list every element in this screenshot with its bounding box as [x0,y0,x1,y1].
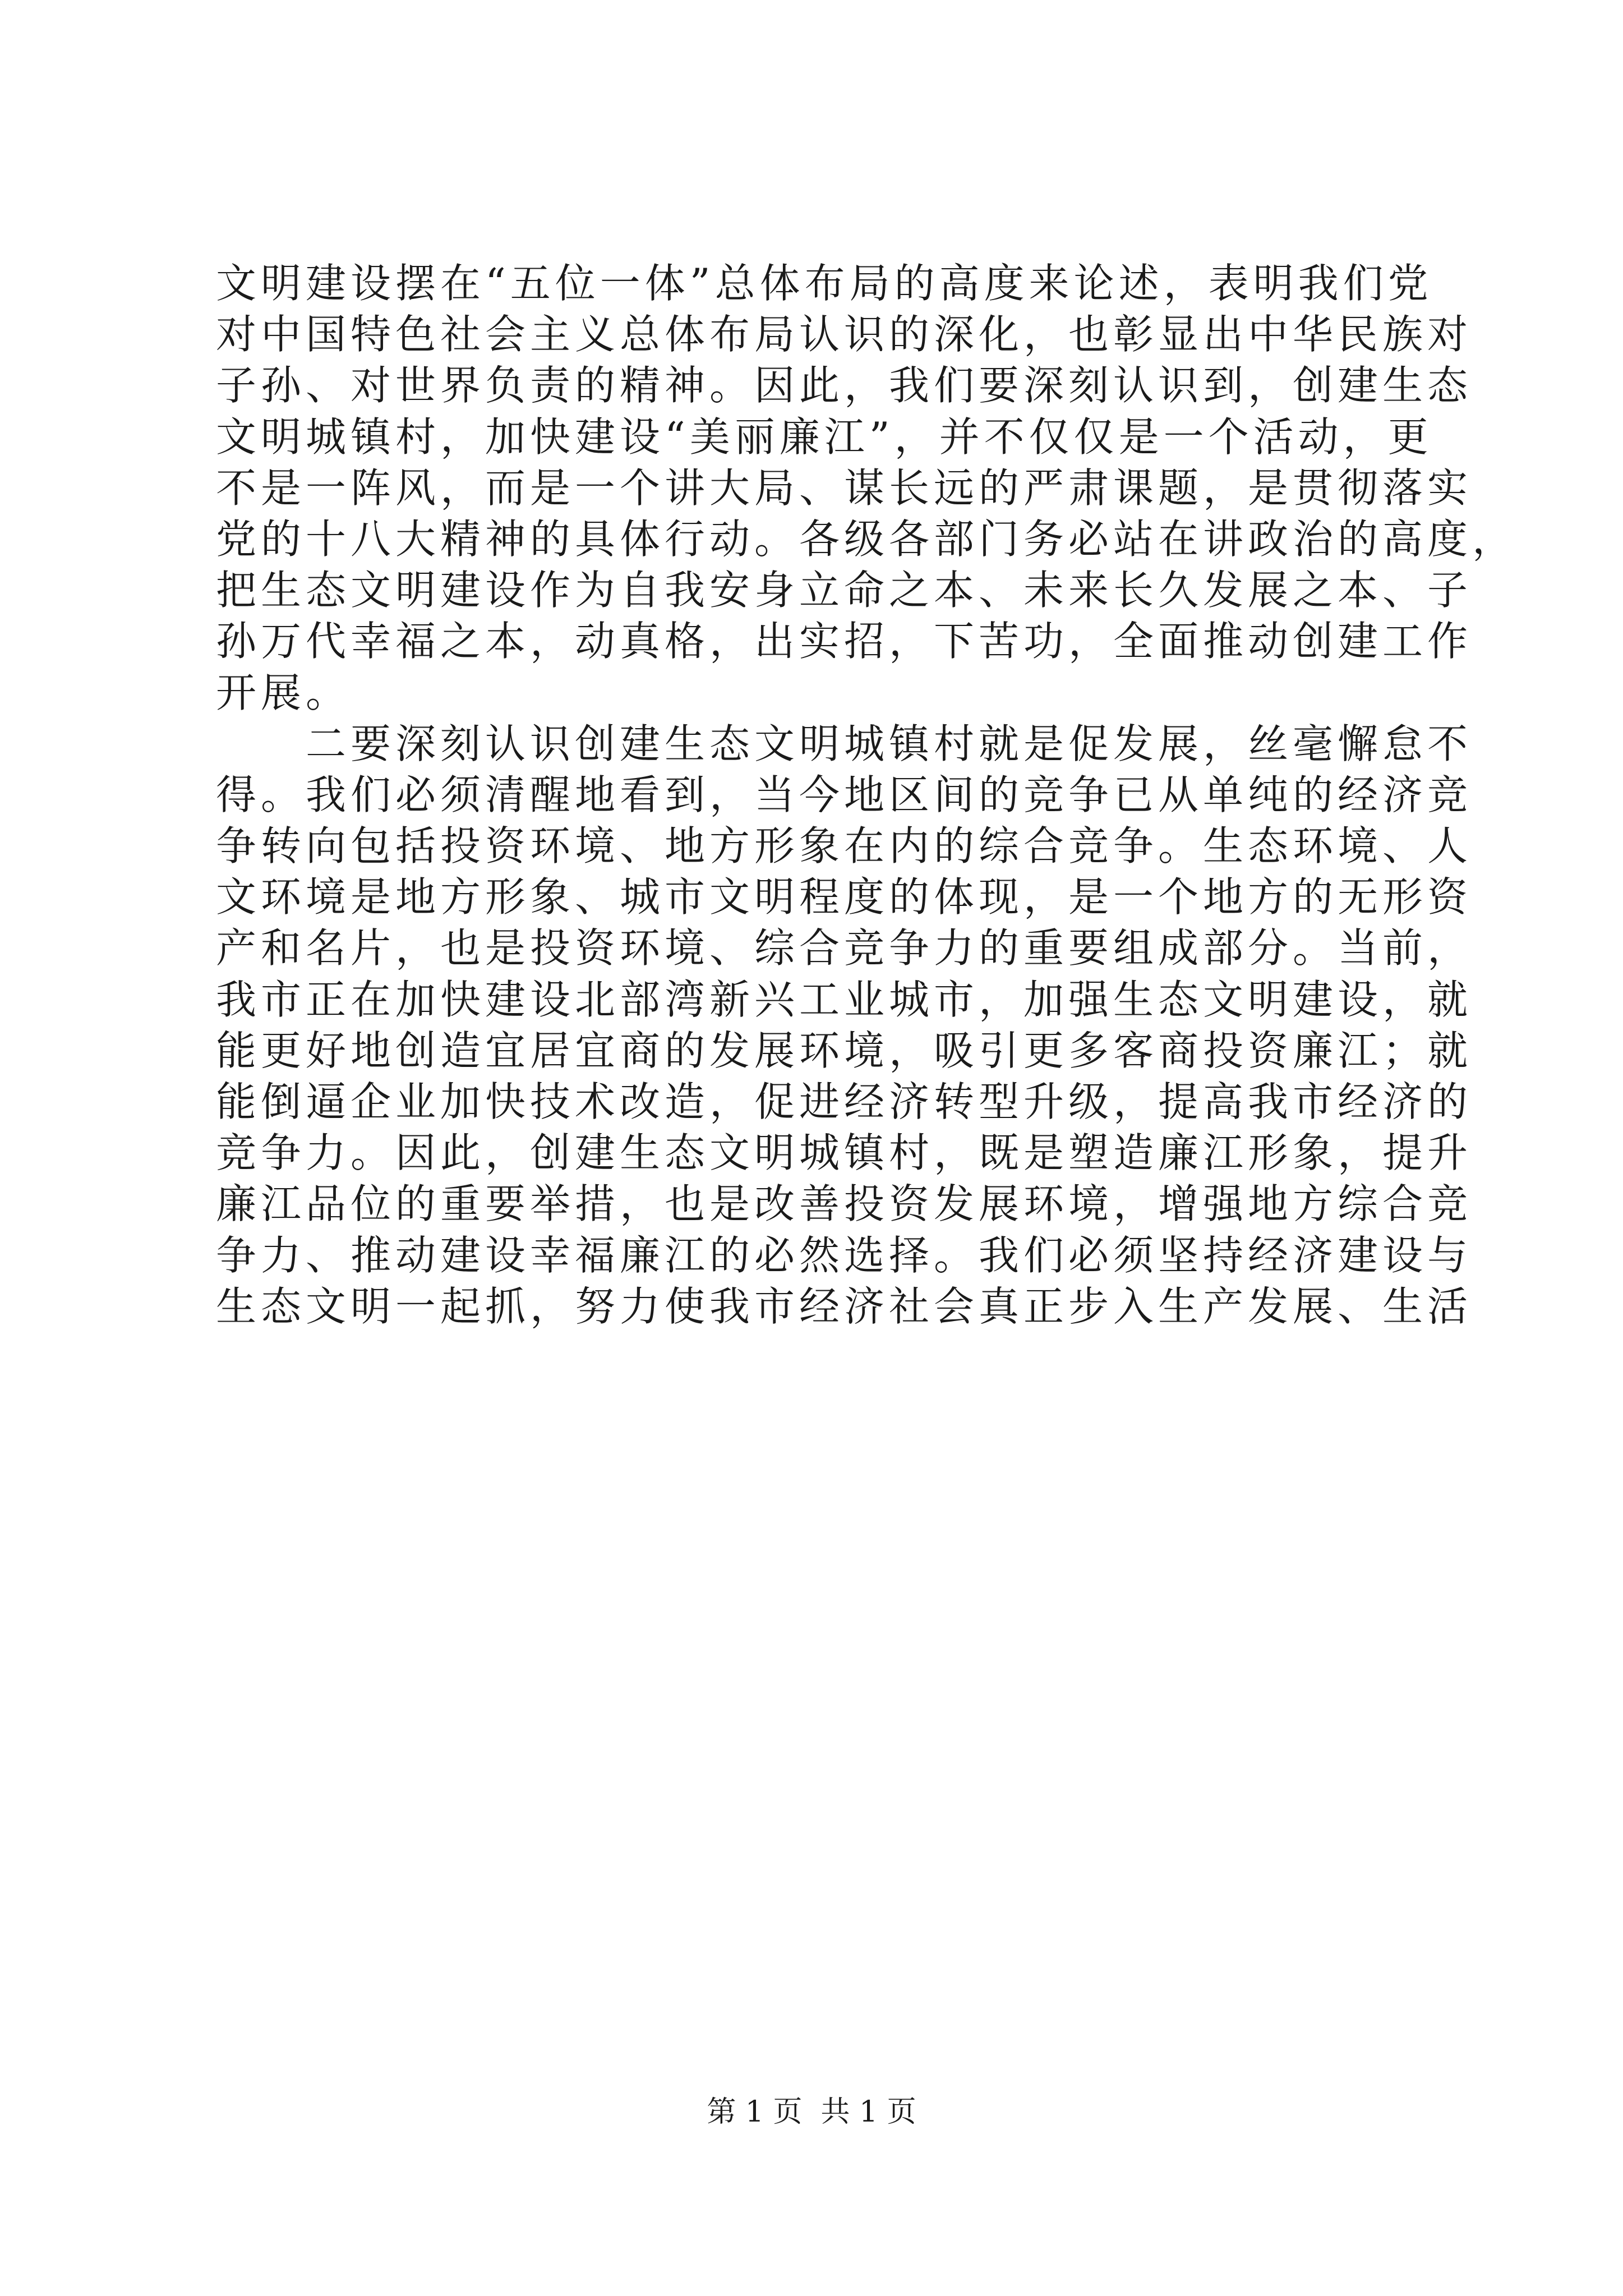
text-line: 把生态文明建设作为自我安身立命之本、未来长久发展之本、子 [216,567,1473,614]
text-line: 文环境是地方形象、城市文明程度的体现，是一个地方的无形资 [216,873,1473,921]
text-line: 二要深刻认识创建生态文明城镇村就是促发展，丝毫懈怠不 [216,720,1473,767]
text-line: 争力、推动建设幸福廉江的必然选择。我们必须坚持经济建设与 [216,1231,1473,1279]
text-line: 文明建设摆在“五位一体”总体布局的高度来论述，表明我们党 [216,260,1433,307]
text-line: 不是一阵风，而是一个讲大局、谋长远的严肃课题，是贯彻落实 [216,464,1473,512]
text-line: 对中国特色社会主义总体布局认识的深化，也彰显出中华民族对 [216,311,1473,358]
text-line: 产和名片，也是投资环境、综合竞争力的重要组成部分。当前， [216,924,1473,972]
body-text [216,258,1518,1332]
text-line: 争转向包括投资环境、地方形象在内的综合竞争。生态环境、人 [216,822,1473,870]
page-footer: 第 1 页 共 1 页 [707,2095,916,2129]
text-line: 文明城镇村，加快建设“美丽廉江”，并不仅仅是一个活动，更 [216,413,1433,461]
text-line: 党的十八大精神的具体行动。各级各部门务必站在讲政治的高度， [216,515,1518,563]
text-line: 廉江品位的重要举措，也是改善投资发展环境，增强地方综合竞 [216,1180,1473,1228]
text-line: 开展。 [216,669,351,716]
text-line: 得。我们必须清醒地看到，当今地区间的竞争已从单纯的经济竞 [216,771,1473,818]
text-line: 生态文明一起抓，努力使我市经济社会真正步入生产发展、生活 [216,1282,1473,1330]
text-line: 孙万代幸福之本，动真格，出实招，下苦功，全面推动创建工作 [216,618,1473,665]
text-line: 子孙、对世界负责的精神。因此，我们要深刻认识到，创建生态 [216,362,1473,409]
text-line: 能更好地创造宜居宜商的发展环境，吸引更多客商投资廉江；就 [216,1027,1473,1074]
text-line: 我市正在加快建设北部湾新兴工业城市，加强生态文明建设，就 [216,976,1473,1023]
text-line: 能倒逼企业加快技术改造，促进经济转型升级，提高我市经济的 [216,1078,1473,1125]
text-line: 竞争力。因此，创建生态文明城镇村，既是塑造廉江形象，提升 [216,1129,1473,1177]
